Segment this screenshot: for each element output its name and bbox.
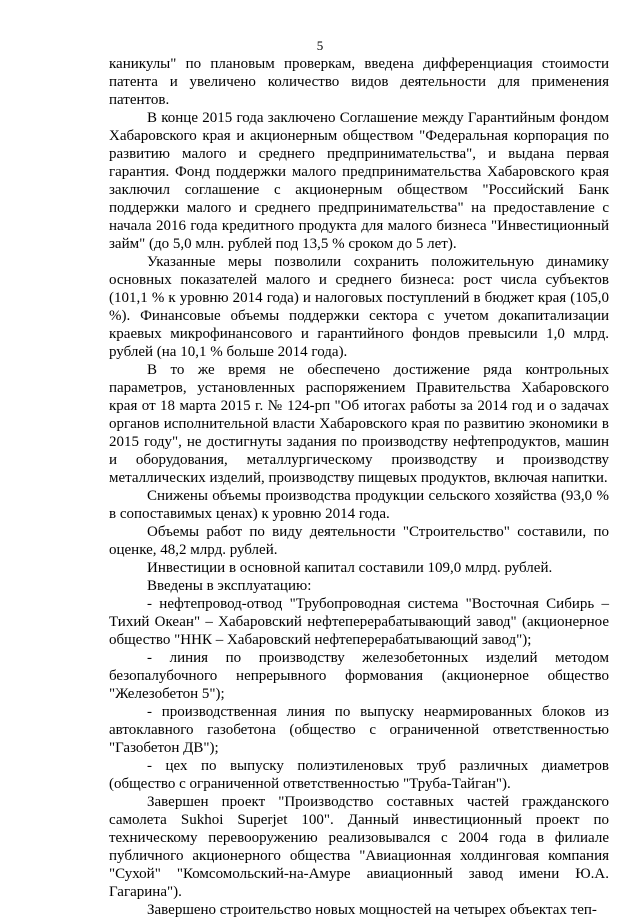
paragraph: Снижены объемы производства продукции сельского хозяйства (93,0 % в сопоставимых ценах) к уровню 2014 года. — [109, 488, 609, 522]
document-body — [109, 55, 609, 919]
paragraph: Введены в эксплуатацию: — [147, 578, 312, 594]
paragraph: Объемы работ по виду деятельности "Строительство" составили, по оценке, 48,2 млрд. рублей. — [109, 524, 609, 558]
list-item: - линия по производству железобетонных изделий методом безопалубочного непрерывного формования (акционерное общество "Железобетон 5"); — [109, 650, 609, 702]
paragraph: В то же время не обеспечено достижение ряда контрольных параметров, установленных распоряжением Правительства Хабаровского края от 18 марта 2015 г. № 124-рп "Об итогах работы за 2014 год и о задачах органов исполнительной власти Хабаровского края по развитию экономики в 2015 году", не достигнуты задания по производству нефтепродуктов, машин и оборудования, металлургическому производству и производству металлических изделий, производству пищевых продуктов, включая напитки. — [109, 362, 609, 486]
list-item: - цех по выпуску полиэтиленовых труб различных диаметров (общество с ограниченной ответственностью "Труба-Тайган"). — [109, 758, 609, 792]
paragraph: Инвестиции в основной капитал составили 109,0 млрд. рублей. — [147, 560, 553, 576]
list-item: - нефтепровод-отвод "Трубопроводная система "Восточная Сибирь – Тихий Океан" – Хабаровский нефтеперерабатывающий завод" (акционерное общество "ННК – Хабаровский нефтеперерабатывающий завод"); — [109, 596, 609, 648]
page-number: 5 — [316, 38, 324, 53]
paragraph: каникулы" по плановым проверкам, введена дифференциация стоимости патента и увеличено количество видов деятельности для применения патентов. — [109, 56, 609, 108]
paragraph: Указанные меры позволили сохранить положительную динамику основных показателей малого и среднего бизнеса: рост числа субъектов (101,1 % к уровню 2014 года) и налоговых поступлений в бюджет края (105,0 %). Финансовые объемы поддержки сектора с учетом докапитализации краевых микрофинансового и гарантийного фондов превысили 1,0 млрд. рублей (на 10,1 % больше 2014 года). — [109, 254, 609, 360]
paragraph: Завершен проект "Производство составных частей гражданского самолета Sukhoi Superjet 100". Данный инвестиционный проект по техническому перевооружению реализовывался с 2004 года в филиале публичного акционерного общества "Авиационная холдинговая компания "Сухой" "Комсомольский-на-Амуре авиационный завод имени Ю.А. Гагарина"). — [109, 794, 609, 900]
list-item: - производственная линия по выпуску неармированных блоков из автоклавного газобетона (общество с ограниченной ответственностью "Газобетон ДВ"); — [109, 704, 609, 756]
paragraph: В конце 2015 года заключено Соглашение между Гарантийным фондом Хабаровского края и акционерным обществом "Федеральная корпорация по развитию малого и среднего предпринимательства", и выдана первая гарантия. Фонд поддержки малого предпринимательства Хабаровского края заключил соглашение с акционерным обществом "Российский Банк поддержки малого и среднего предпринимательства" на предоставление с начала 2016 года кредитного продукта для малого бизнеса "Инвестиционный займ" (до 5,0 млн. рублей под 13,5 % сроком до 5 лет). — [109, 110, 609, 252]
paragraph: Завершено строительство новых мощностей на четырех объектах теп- — [147, 902, 597, 918]
